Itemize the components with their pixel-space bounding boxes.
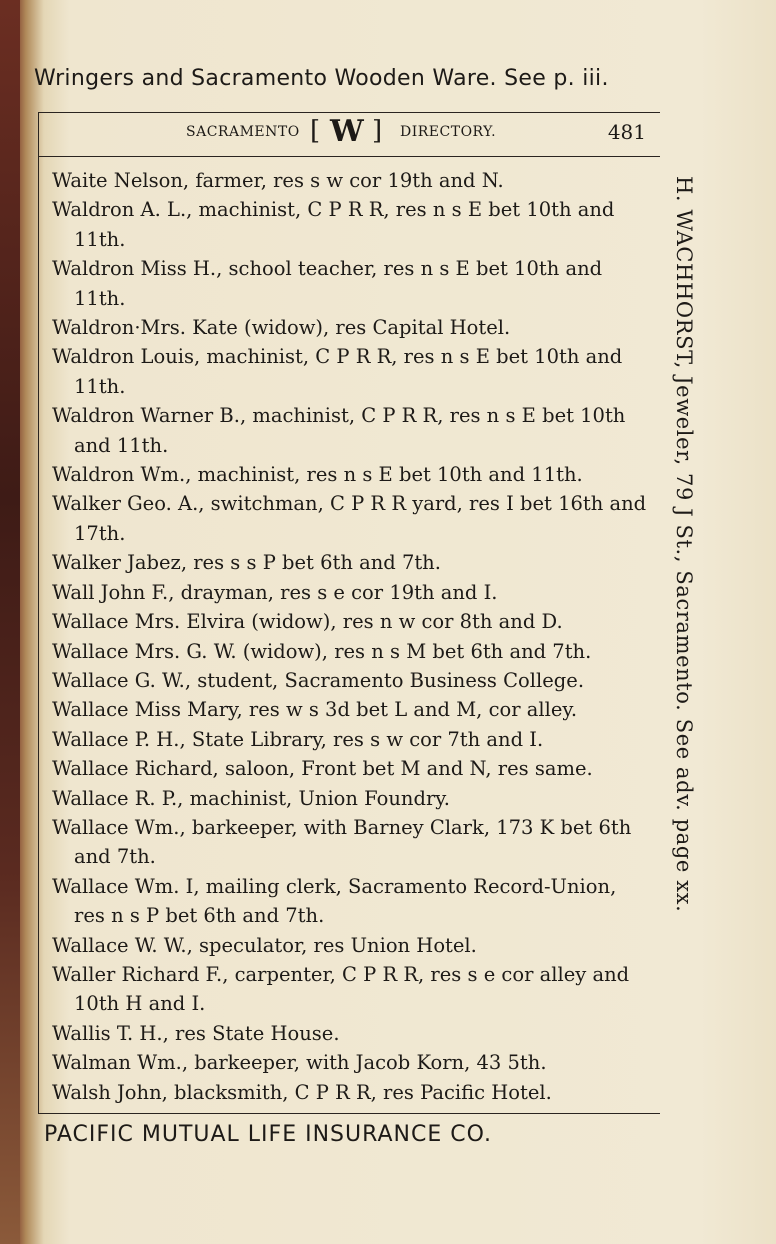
directory-entry: Waite Nelson, farmer, res s w cor 19th and N. <box>52 169 504 192</box>
header-directory: DIRECTORY. <box>400 124 497 140</box>
directory-entry: Wallace P. H., State Library, res s w cor 7th and I. <box>52 727 544 751</box>
page-number: 481 <box>607 120 646 144</box>
directory-entry: Wallis T. H., res State House. <box>52 1021 340 1045</box>
directory-entry: Waldron Wm., machinist, res n s E bet 10th and 11th. <box>52 463 583 487</box>
side-advertisement <box>672 176 702 1056</box>
directory-entry: Wallace Wm., barkeeper, with Barney Clark, 173 K bet 6th and 7th. <box>52 815 632 869</box>
directory-entry: Wallace R. P., machinist, Union Foundry. <box>52 786 450 810</box>
directory-entry: Wall John F., drayman, res s e cor 19th and I. <box>52 580 498 604</box>
side-advertisement-text: H. WACHHORST, Jeweler, 79 J St., Sacramento. See adv. page xx. <box>672 176 696 913</box>
running-header <box>38 114 660 157</box>
directory-entry: Walker Jabez, res s s P bet 6th and 7th. <box>52 551 441 575</box>
directory-entry: Wallace W. W., speculator, res Union Hotel. <box>52 933 477 957</box>
directory-entry: Waller Richard F., carpenter, C P R R, res s e cor alley and 10th H and I. <box>52 962 630 1016</box>
bottom-advertisement: PACIFIC MUTUAL LIFE INSURANCE CO. <box>44 1122 493 1147</box>
directory-entry: Wallace Mrs. Elvira (widow), res n w cor 8th and D. <box>52 610 563 634</box>
directory-entry: Waldron Warner B., machinist, C P R R, res n s E bet 10th and 11th. <box>52 404 626 457</box>
directory-entry: Walman Wm., barkeeper, with Jacob Korn, 43 5th. <box>52 1051 547 1075</box>
directory-entry: Wallace Miss Mary, res w s 3d bet L and M, cor alley. <box>52 698 578 722</box>
book-spine <box>0 0 20 1244</box>
directory-entry: Walsh John, blacksmith, C P R R, res Pacific Hotel. <box>52 1080 552 1104</box>
header-city: SACRAMENTO <box>186 124 300 140</box>
directory-entry: Wallace Wm. I, mailing clerk, Sacramento Record-Union, res n s P bet 6th and 7th. <box>52 874 617 928</box>
directory-entry: Waldron·Mrs. Kate (widow), res Capital Hotel. <box>52 316 511 340</box>
directory-entries <box>50 166 650 1107</box>
directory-entry: Wallace G. W., student, Sacramento Business College. <box>52 668 585 692</box>
directory-entry: Walker Geo. A., switchman, C P R R yard, res I bet 16th and 17th. <box>52 492 647 545</box>
header-section-letter: W <box>330 114 364 149</box>
header-bracket-close: ] <box>372 116 383 146</box>
top-advertisement: Wringers and Sacramento Wooden Ware. See p. iii. <box>34 66 609 91</box>
directory-entry: Wallace Richard, saloon, Front bet M and N, res same. <box>52 757 593 781</box>
header-bracket-open: [ <box>310 116 321 146</box>
directory-entry: Waldron Louis, machinist, C P R R, res n s E bet 10th and 11th. <box>52 345 623 398</box>
directory-entry: Waldron Miss H., school teacher, res n s E bet 10th and 11th. <box>52 257 603 310</box>
directory-entry: Wallace Mrs. G. W. (widow), res n s M bet 6th and 7th. <box>52 639 592 663</box>
directory-entry: Waldron A. L., machinist, C P R R, res n s E bet 10th and 11th. <box>52 198 615 251</box>
